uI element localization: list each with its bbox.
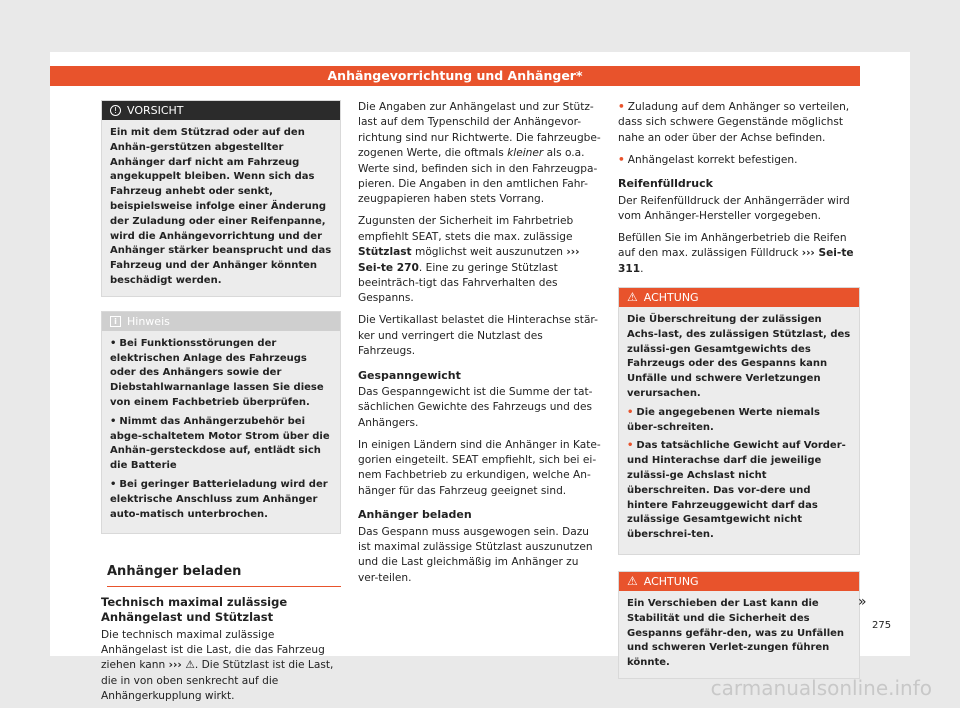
paragraph: Die Vertikallast belastet die Hinterachse stär-ker und verringert die Nutzlast des Fahrzeugs. xyxy=(358,314,598,358)
hinweis-item: • Bei Funktionsstörungen der elektrischen Anlage des Fahrzeugs oder des Anhängers sowie der Diebstahlwarnanlage lassen Sie diese von einem Fachbetrieb überprüfen. xyxy=(110,337,324,408)
paragraph: Der Reifenfülldruck der Anhängerräder wird vom Anhänger-Hersteller vorgegeben. xyxy=(618,194,850,222)
heading-reifenfuelldruck: Reifenfülldruck xyxy=(618,177,713,191)
achtung-heading: ACHTUNG xyxy=(643,291,699,305)
info-icon: i xyxy=(110,316,121,327)
warning-item: • Die angegebenen Werte niemals über-schreiten. xyxy=(627,406,820,433)
list-item: • Anhängelast korrekt befestigen. xyxy=(618,153,798,166)
heading-anhaenger-beladen: Anhänger beladen xyxy=(358,508,472,522)
achtung-body: Ein Verschieben der Last kann die Stabilität und die Sicherheit des Gespanns gefähr-den, was zu Unfällen und schweren Verlet-zungen führen könnte. xyxy=(627,598,845,669)
cross-reference-link[interactable]: ››› Sei-te 311 xyxy=(618,247,854,275)
column-left xyxy=(101,100,341,708)
watermark: carmanualsonline.info xyxy=(710,676,932,700)
hinweis-item: • Nimmt das Anhängerzubehör bei abge-schaltetem Motor Strom über die Anhän-gersteckdose auf, entlädt sich die Batterie xyxy=(110,415,330,472)
achtung-heading: ACHTUNG xyxy=(643,575,699,589)
hinweis-box xyxy=(101,311,341,535)
cross-reference-link[interactable]: ››› Sei-te 270 xyxy=(358,246,580,274)
achtung-body: Die Überschreitung der zulässigen Achs-last, des zulässigen Stützlast, des zulässi-gen Gesamtgewichts des Fahrzeugs oder des Gespanns kann Unfälle und schwere Verletzungen verursachen. • Die angegebenen Werte niemals über-schreiten. • Das tatsächliche Gewicht auf Vorder-und Hinterachse darf die jeweilige zulässi-ge Achslast nicht überschreiten. Das vor-dere und hintere Fahrzeuggewicht darf das zulässige Gesamtgewicht nicht überschrei-ten. xyxy=(619,307,859,554)
vorsicht-box xyxy=(101,100,341,297)
warning-icon: ⚠ xyxy=(627,290,638,305)
paragraph: Das Gespanngewicht ist die Summe der tat-sächlichen Gewichte des Fahrzeugs und des Anhängers. xyxy=(358,385,593,429)
list-item: • Zuladung auf dem Anhänger so verteilen, dass sich schwere Gegenstände möglichst nahe an oder über der Achse befinden. xyxy=(618,101,850,144)
column-right xyxy=(618,100,860,679)
subheading-anhaengelast: Technisch maximal zulässige Anhängelast und Stützlast xyxy=(101,594,288,625)
hinweis-item: • Bei geringer Batterieladung wird der elektrische Anschluss zum Anhänger auto-matisch unterbrochen. xyxy=(110,478,328,520)
achtung-header xyxy=(619,288,859,307)
paragraph: In einigen Ländern sind die Anhänger in Kate-gorien eingeteilt. SEAT empfiehlt, sich bei ei-nem Fachbetrieb zu erkundigen, welche An-hänger für das Fahrzeug geeignet sind. xyxy=(358,438,601,497)
caution-icon: ! xyxy=(110,105,121,116)
page-number: 275 xyxy=(872,620,892,631)
vorsicht-heading: VORSICHT xyxy=(127,104,184,117)
hinweis-body xyxy=(102,331,340,534)
vorsicht-body: Ein mit dem Stützrad oder auf den Anhän-gerstützen abgestellter Anhänger darf nicht am Fahrzeug angekuppelt bleiben. Wenn sich das Fahrzeug anhebt oder senkt, beispielsweise infolge einer Änderung der Zuladung oder einer Reifenpanne, wird die Anhängevorrichtung und der Anhänger stärker beansprucht und das Fahrzeug und der Anhänger könnten beschädigt werden. xyxy=(110,127,332,286)
paragraph: Befüllen Sie im Anhängerbetrieb die Reifen auf den max. zulässigen Fülldruck ››› Sei-te 311. xyxy=(618,231,854,275)
section-title: Anhänger beladen xyxy=(107,564,341,586)
continue-arrow-icon: » xyxy=(858,594,867,610)
warning-item: • Das tatsächliche Gewicht auf Vorder-und Hinterachse darf die jeweilige zulässi-ge Achslast nicht überschreiten. Das vor-dere und hintere Fahrzeuggewicht darf das zulässige Gesamtgewicht nicht überschrei-ten. xyxy=(627,440,846,541)
warning-icon: ⚠ xyxy=(627,574,638,589)
paragraph: Das Gespann muss ausgewogen sein. Dazu ist maximal zulässige Stützlast auszunutzen und die Last gleichmäßig im Anhänger zu ver-teilen. xyxy=(358,525,593,584)
page-header: Anhängevorrichtung und Anhänger* xyxy=(50,66,860,86)
paragraph: Die Angaben zur Anhängelast und zur Stütz-last auf dem Typenschild der Anhängevor-richtung sind nur Richtwerte. Die fahrzeugbe-zogenen Werte, die oftmals kleiner als o.a. Werte sind, befinden sich in den Fahrzeugpa-pieren. Die Angaben in den amtlichen Fahr-zeugpapieren haben stets Vorrang. xyxy=(358,101,601,206)
heading-gespanngewicht: Gespanngewicht xyxy=(358,368,461,382)
hinweis-heading: Hinweis xyxy=(127,314,170,328)
vorsicht-header xyxy=(102,101,340,120)
paragraph: Zugunsten der Sicherheit im Fahrbetrieb empfiehlt SEAT, stets die max. zulässige Stützlast möglichst weit auszunutzen ››› Sei-te 270. Eine zu geringe Stützlast beeinträch-tigt das Fahrverhalten des Gespanns. xyxy=(358,215,580,305)
paragraph: Die technisch maximal zulässige Anhängelast ist die Last, die das Fahrzeug ziehen kann ››› ⚠. Die Stützlast ist die Last, die in von oben senkrecht auf die Anhängerkupplung wirkt. xyxy=(101,628,334,703)
cross-reference-link[interactable]: ››› ⚠ xyxy=(168,659,195,672)
column-middle xyxy=(358,100,602,593)
hinweis-header xyxy=(102,312,340,331)
achtung-box xyxy=(618,287,860,555)
achtung-box xyxy=(618,571,860,679)
achtung-header xyxy=(619,572,859,591)
